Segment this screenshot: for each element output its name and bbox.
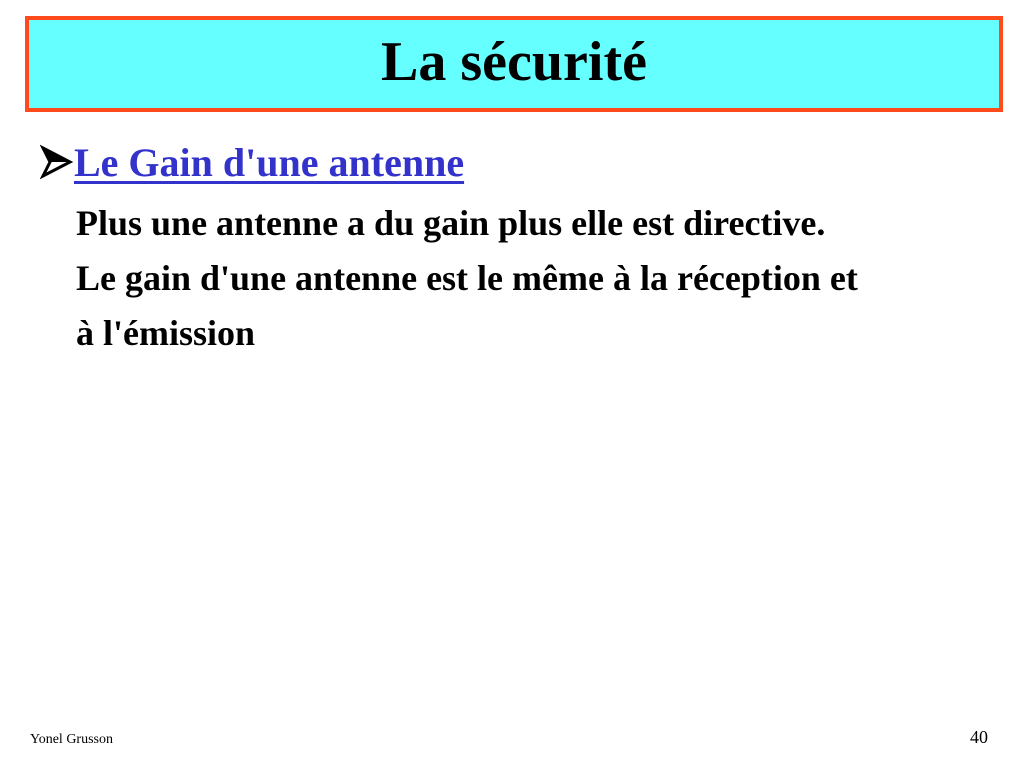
body-text — [76, 196, 876, 361]
page-number: 40 — [970, 727, 988, 747]
title-box — [25, 16, 1003, 112]
paragraph-directivity: Plus une antenne a du gain plus elle est directive. — [76, 203, 826, 243]
slide-title: La sécurité — [381, 31, 647, 93]
paragraph-reciprocity: Le gain d'une antenne est le même à la réception et à l'émission — [76, 258, 858, 353]
arrowhead-bullet-icon — [40, 142, 74, 182]
footer-author: Yonel Grusson — [30, 732, 113, 747]
bullet-heading-row — [40, 136, 464, 183]
section-heading: Le Gain d'une antenne — [74, 140, 465, 185]
